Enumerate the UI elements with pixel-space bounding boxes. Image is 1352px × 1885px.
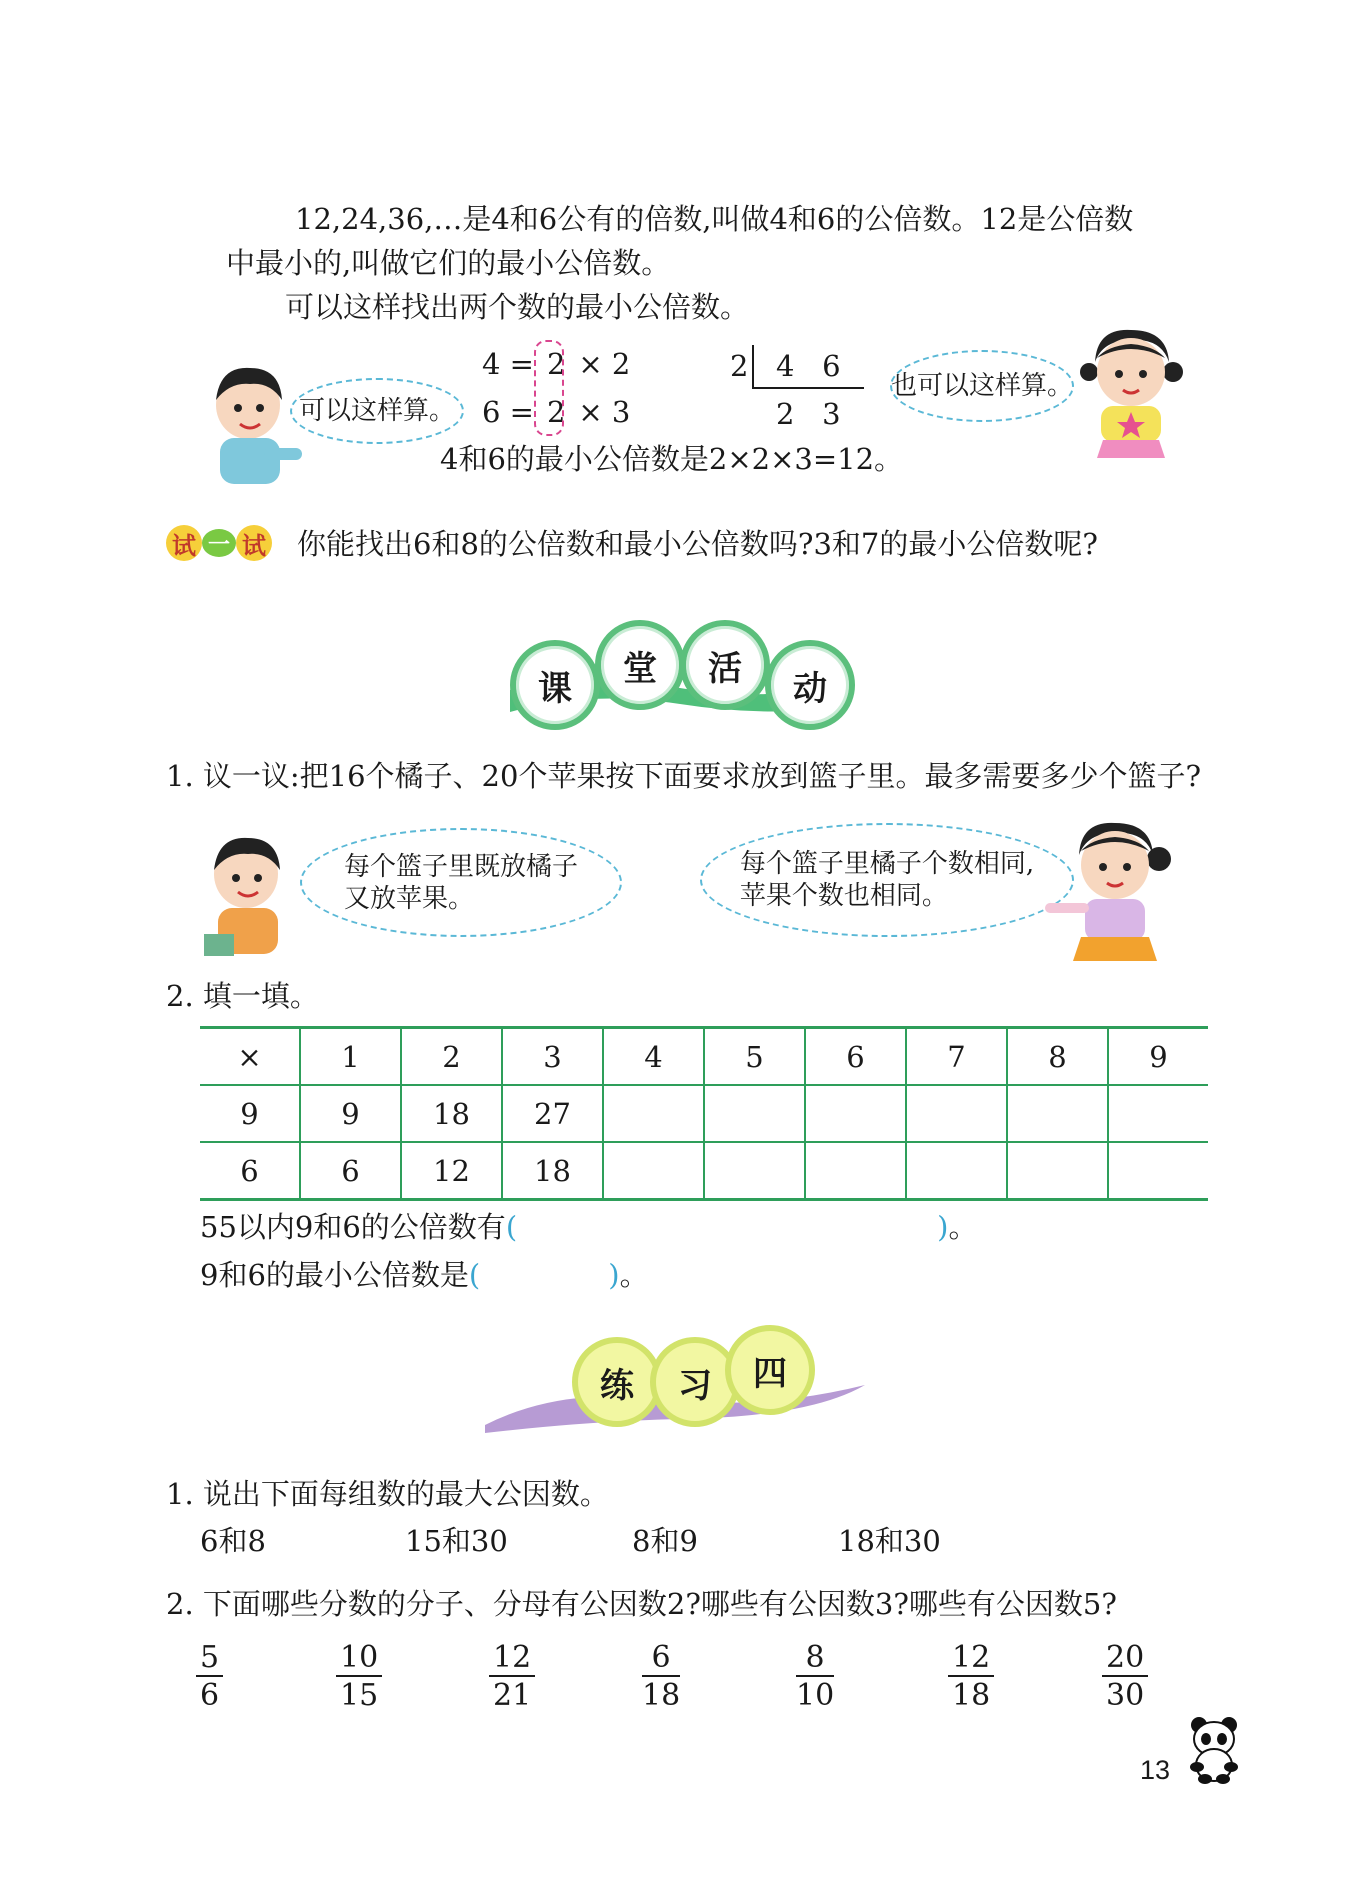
common-factor-highlight — [534, 340, 564, 436]
table-cell: 18 — [401, 1085, 502, 1142]
table-blank-cell[interactable] — [603, 1085, 704, 1142]
exercise-question-2: 2. 下面哪些分数的分子、分母有公因数2?哪些有公因数3?哪些有公因数5? — [166, 1587, 1117, 1621]
table-row-6 — [200, 1142, 1208, 1200]
fraction — [948, 1640, 994, 1713]
boy-discussion-line-1: 每个篮子里既放橘子 — [343, 851, 578, 882]
table-cell: 18 — [502, 1142, 603, 1200]
fill2-close-paren: ) — [608, 1258, 620, 1292]
table-blank-cell[interactable] — [805, 1085, 906, 1142]
girl-pointing-illustration — [1045, 815, 1185, 965]
table-cell: 6 — [200, 1142, 300, 1200]
boy-with-book-illustration — [198, 830, 308, 960]
girl-illustration — [1075, 322, 1190, 462]
fill2-prefix: 9和6的最小公倍数是 — [200, 1258, 469, 1292]
boy-discussion-bubble — [300, 828, 622, 937]
table-blank-cell[interactable] — [805, 1142, 906, 1200]
fraction-denominator: 21 — [493, 1678, 532, 1713]
fraction — [336, 1640, 382, 1713]
division-top-row: 4 6 — [776, 349, 841, 383]
eq1-factor: 2 — [546, 347, 566, 381]
fraction — [1102, 1640, 1148, 1713]
table-blank-cell[interactable] — [1108, 1142, 1208, 1200]
fill2-open-paren: ( — [468, 1258, 481, 1292]
fraction-denominator: 30 — [1106, 1678, 1145, 1713]
pair-1: 6和8 — [200, 1524, 266, 1558]
fill-common-multiples — [200, 1210, 1000, 1244]
fraction-numerator: 10 — [336, 1643, 382, 1677]
boy-speech-bubble — [290, 378, 464, 444]
intro-line-1: 12,24,36,…是4和6公有的倍数,叫做4和6的公倍数。12是公倍数 — [295, 202, 1134, 236]
fill1-prefix: 55以内9和6的公倍数有 — [200, 1210, 506, 1244]
fraction-numerator: 12 — [489, 1643, 535, 1677]
eq2-factor: 2 — [546, 395, 566, 429]
exercise-title-char-2: 习 — [650, 1337, 740, 1427]
fraction-denominator: 6 — [200, 1678, 220, 1713]
activity-title-char-4: 动 — [765, 640, 855, 730]
boy-discussion-line-2: 又放苹果。 — [343, 883, 474, 914]
activity-title-char-2: 堂 — [595, 620, 685, 710]
division-bottom-row: 2 3 — [776, 397, 841, 431]
girl-speech-bubble — [890, 350, 1074, 422]
fill1-open-paren: ( — [505, 1210, 518, 1244]
try-badge-char-3: 试 — [236, 525, 272, 561]
table-blank-cell[interactable] — [704, 1085, 805, 1142]
table-blank-cell[interactable] — [704, 1142, 805, 1200]
girl-discussion-bubble — [700, 823, 1074, 937]
table-blank-cell[interactable] — [906, 1142, 1007, 1200]
multiplication-table — [200, 1026, 1208, 1201]
table-cell: 27 — [502, 1085, 603, 1142]
table-header-row — [200, 1028, 1208, 1086]
pair-4: 18和30 — [838, 1524, 941, 1558]
fraction-denominator: 10 — [796, 1678, 835, 1713]
table-cell: 6 — [805, 1028, 906, 1086]
boy-bubble-text: 可以这样算。 — [299, 396, 456, 426]
fill1-suffix: 。 — [948, 1210, 978, 1244]
try-badge-char-2: 一 — [202, 529, 236, 557]
table-cell: 5 — [704, 1028, 805, 1086]
fraction — [196, 1640, 223, 1713]
activity-question-1: 1. 议一议:把16个橘子、20个苹果按下面要求放到篮子里。最多需要多少个篮子? — [166, 759, 1202, 793]
fill1-close-paren: ) — [937, 1210, 949, 1244]
exercise-title-char-3: 四 — [725, 1325, 815, 1415]
table-cell: 2 — [401, 1028, 502, 1086]
exercise-banner — [480, 1325, 870, 1435]
girl-discussion-text — [730, 848, 1044, 912]
fraction-numerator: 12 — [948, 1643, 994, 1677]
table-cell: 9 — [200, 1085, 300, 1142]
fraction-numerator: 5 — [196, 1643, 223, 1677]
exercise-title-char-1: 练 — [572, 1337, 662, 1427]
table-cell: 1 — [300, 1028, 401, 1086]
try-it-question: 你能找出6和8的公倍数和最小公倍数吗?3和7的最小公倍数呢? — [297, 527, 1098, 561]
fraction-denominator: 15 — [340, 1678, 379, 1713]
table-blank-cell[interactable] — [1007, 1142, 1108, 1200]
eq2-right: × 3 — [578, 395, 631, 429]
table-row-9 — [200, 1085, 1208, 1142]
table-cell: 12 — [401, 1142, 502, 1200]
fraction-denominator: 18 — [952, 1678, 991, 1713]
table-cell: 6 — [300, 1142, 401, 1200]
table-cell: 3 — [502, 1028, 603, 1086]
fraction-numerator: 6 — [642, 1643, 680, 1677]
table-blank-cell[interactable] — [1108, 1085, 1208, 1142]
table-cell: × — [200, 1028, 300, 1086]
pair-2: 15和30 — [405, 1524, 508, 1558]
eq1-left: 4 = — [482, 347, 534, 381]
boy-discussion-text — [334, 851, 588, 915]
division-bar-vertical — [752, 345, 754, 387]
activity-question-2: 2. 填一填。 — [166, 979, 319, 1013]
try-it-badge — [166, 525, 276, 565]
fraction — [489, 1640, 535, 1713]
table-cell: 9 — [300, 1085, 401, 1142]
fill-lcm — [200, 1258, 800, 1292]
fraction-denominator: 18 — [642, 1678, 681, 1713]
activity-title-char-1: 课 — [510, 640, 600, 730]
class-activity-banner — [500, 620, 860, 720]
table-blank-cell[interactable] — [906, 1085, 1007, 1142]
fraction-numerator: 20 — [1102, 1643, 1148, 1677]
fill2-suffix: 。 — [619, 1258, 649, 1292]
fraction — [642, 1640, 681, 1713]
girl-bubble-text: 也可以这样算。 — [891, 371, 1074, 401]
girl-discussion-line-1: 每个篮子里橘子个数相同, — [739, 849, 1035, 879]
panda-icon — [1185, 1715, 1245, 1785]
eq2-left: 6 = — [482, 395, 534, 429]
fraction — [796, 1640, 835, 1713]
page-number: 13 — [1140, 1755, 1171, 1785]
exercise-question-1: 1. 说出下面每组数的最大公因数。 — [166, 1477, 609, 1511]
activity-title-char-3: 活 — [680, 620, 770, 710]
eq1-right: × 2 — [578, 347, 631, 381]
intro-line-2: 中最小的,叫做它们的最小公倍数。 — [226, 246, 671, 280]
table-cell: 9 — [1108, 1028, 1208, 1086]
table-cell: 7 — [906, 1028, 1007, 1086]
table-cell: 4 — [603, 1028, 704, 1086]
fraction-numerator: 8 — [796, 1643, 834, 1677]
division-bar-horizontal — [752, 387, 864, 389]
intro-line-3: 可以这样找出两个数的最小公倍数。 — [285, 290, 750, 324]
girl-discussion-line-2: 苹果个数也相同。 — [739, 881, 948, 911]
table-cell: 8 — [1007, 1028, 1108, 1086]
try-badge-char-1: 试 — [166, 525, 202, 561]
table-blank-cell[interactable] — [1007, 1085, 1108, 1142]
table-blank-cell[interactable] — [603, 1142, 704, 1200]
division-divisor: 2 — [730, 349, 749, 383]
pair-3: 8和9 — [632, 1524, 698, 1558]
lcm-result: 4和6的最小公倍数是2×2×3=12。 — [440, 442, 904, 476]
